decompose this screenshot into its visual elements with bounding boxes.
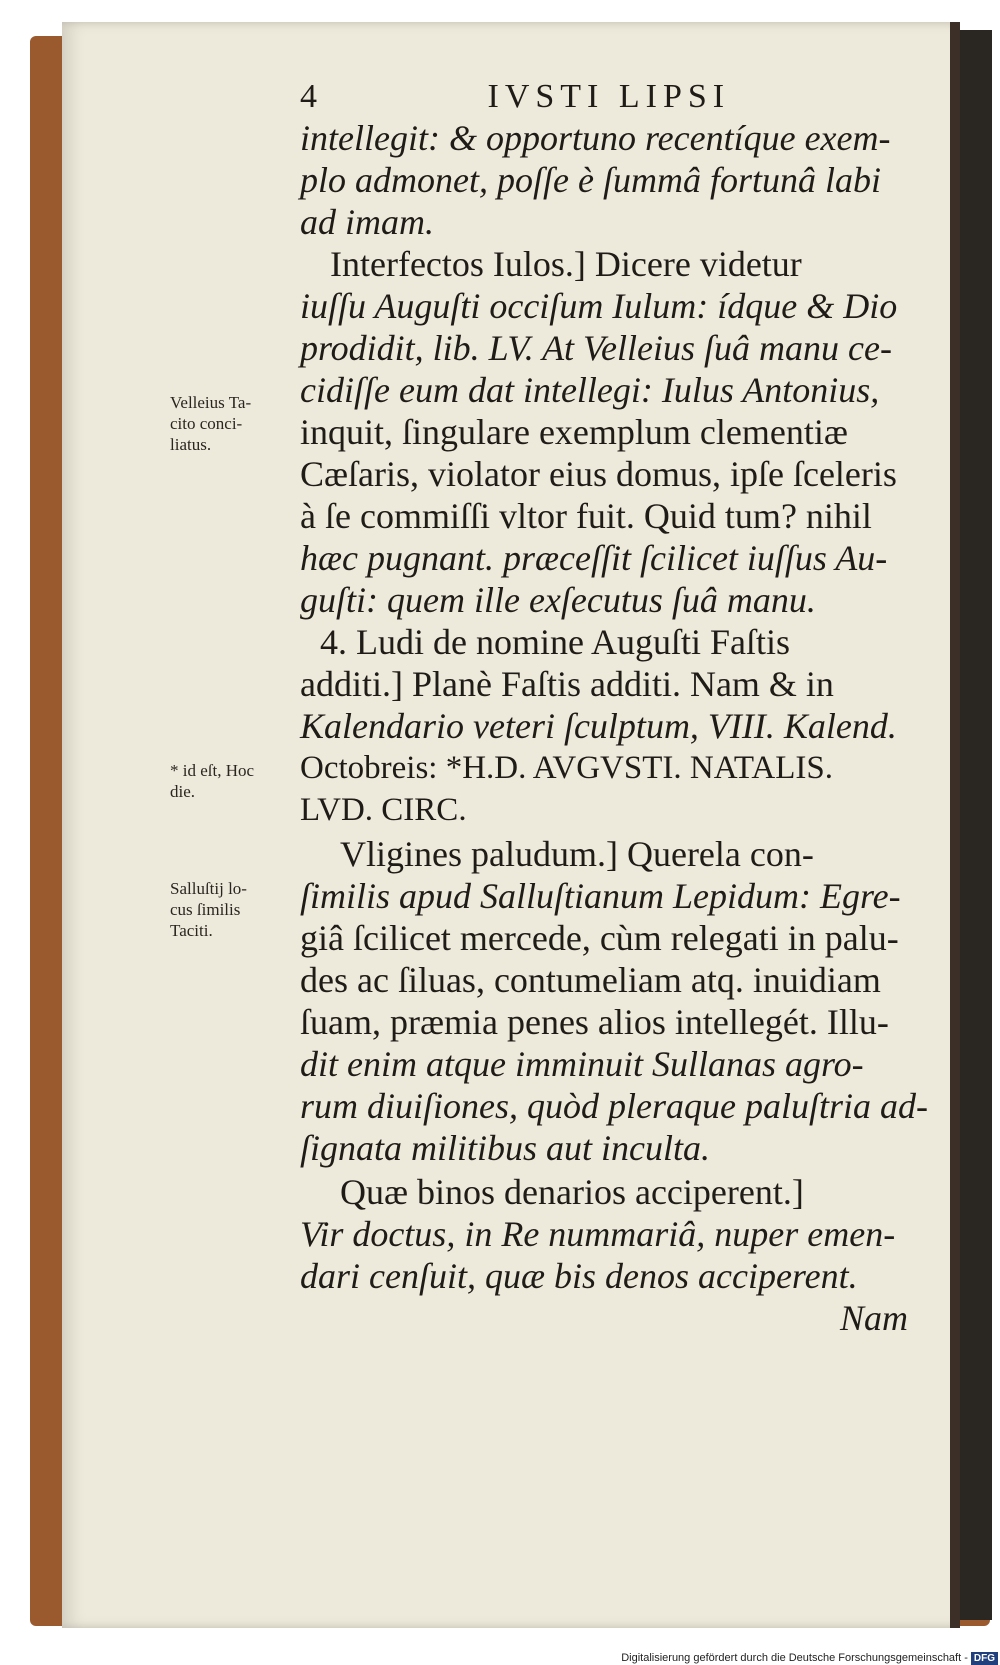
- text-line: Octobreis: *H.D. AVGVSTI. NATALIS.: [300, 750, 833, 786]
- running-title: IVSTI LIPSI: [487, 78, 731, 115]
- text-line: ad imam.: [300, 202, 434, 242]
- text-line: Kalendario veteri ſculptum, VIII. Kalend.: [300, 706, 897, 746]
- text-line: ſignata militibus aut inculta.: [300, 1128, 711, 1168]
- text-line: dari cenſuit, quæ bis denos acciperent.: [300, 1256, 858, 1296]
- credit-text: Digitalisierung gefördert durch die Deutsche Forschungsgemeinschaft -: [621, 1652, 968, 1664]
- text-line: des ac ſiluas, contumeliam atq. inuidiam: [300, 960, 881, 1000]
- text-line: Cæſaris, violator eius domus, ipſe ſceleris: [300, 454, 897, 494]
- text-line: 4. Ludi de nomine Auguſti Faſtis: [320, 622, 790, 662]
- text-line: hæc pugnant. præceſſit ſcilicet iuſſus Au-: [300, 538, 888, 578]
- text-line: intellegit: & opportuno recentíque exem-: [300, 118, 891, 158]
- text-line: Interfectos Iulos.] Dicere videtur: [330, 244, 802, 284]
- text-line: inquit, ſingulare exemplum clementiæ: [300, 412, 848, 452]
- text-line: guſti: quem ille exſecutus ſuâ manu.: [300, 580, 816, 620]
- text-line: LVD. CIRC.: [300, 792, 467, 828]
- margin-note: Velleius Ta- cito conci- liatus.: [170, 393, 252, 454]
- margin-note: Salluſtij lo- cus ſimilis Taciti.: [170, 879, 247, 940]
- text-line: plo admonet, poſſe è ſummâ fortunâ labi: [300, 160, 881, 200]
- dfg-logo: DFG: [971, 1652, 998, 1665]
- page-number: 4: [300, 78, 323, 115]
- text-line: cidiſſe eum dat intellegi: Iulus Antonius,: [300, 370, 880, 410]
- text-line: à ſe commiſſi vltor fuit. Quid tum? nihil: [300, 496, 872, 536]
- digitization-credit: [603, 1651, 998, 1665]
- text-line: iuſſu Auguſti occiſum Iulum: ídque & Dio: [300, 286, 898, 326]
- text-line: Vir doctus, in Re nummariâ, nuper emen-: [300, 1214, 896, 1254]
- margin-note: * id eſt, Hoc die.: [170, 761, 255, 801]
- text-line: rum diuiſiones, quòd pleraque paluſtria ad-: [300, 1086, 928, 1126]
- text-line: dit enim atque imminuit Sullanas agro-: [300, 1044, 864, 1084]
- running-header: [300, 78, 730, 116]
- text-line: ſimilis apud Salluſtianum Lepidum: Egre-: [300, 876, 901, 916]
- catchword: Nam: [840, 1298, 909, 1338]
- text-line: Quæ binos denarios acciperent.]: [340, 1172, 804, 1212]
- text-line: additi.] Planè Faſtis additi. Nam & in: [300, 664, 834, 704]
- text-line: giâ ſcilicet mercede, cùm relegati in palu-: [300, 918, 899, 958]
- text-line: Vligines paludum.] Querela con-: [340, 834, 814, 874]
- text-line: ſuam, præmia penes alios intellegét. Illu-: [300, 1002, 889, 1042]
- text-line: prodidit, lib. LV. At Velleius ſuâ manu ce-: [300, 328, 892, 368]
